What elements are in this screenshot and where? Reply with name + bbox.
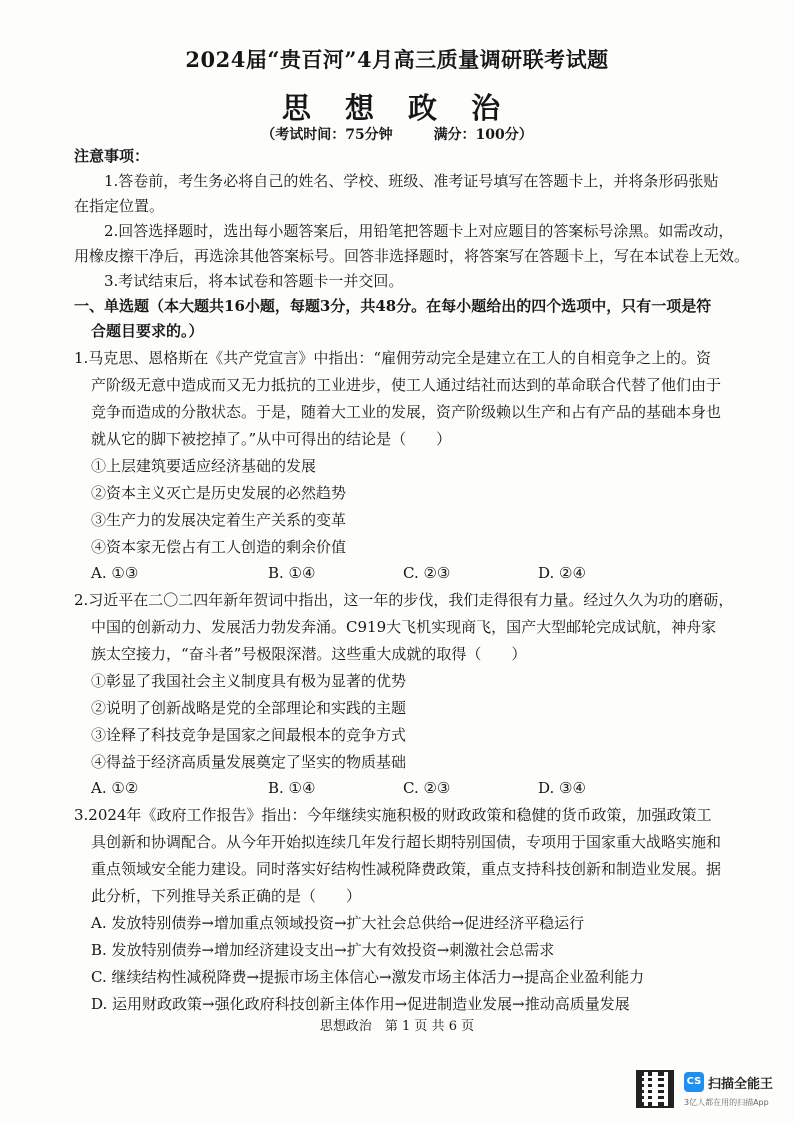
notice-item-2-line-2: 用橡皮擦干净后，再选涂其他答案标号。回答非选择题时，将答案写在答题卡上，写在本试卷上无效。 [74,247,750,265]
section-heading-line-1: 一、单选题（本大题共16小题，每题3分，共48分。在每小题给出的四个选项中，只有一项是符 [74,297,712,315]
camscanner-logo-icon: CS [684,1072,704,1092]
exam-title: 2024届“贵百河”4月高三质量调研联考试题 [185,47,609,72]
notice-item-3: 3.考试结束后，将本试卷和答题卡一并交回。 [104,272,404,290]
q1-item-2: ②资本主义灭亡是历史发展的必然趋势 [91,484,347,502]
notice-item-2-line-1: 2.回答选择题时，选出每小题答案后，用铅笔把答题卡上对应题目的答案标号涂黑。如需改动， [104,222,734,240]
q1-option-a: A. ①③ [91,564,139,582]
scanner-app-name: 扫描全能王 [708,1077,774,1092]
q2-item-1: ①彰显了我国社会主义制度具有极为显著的优势 [91,672,407,690]
q2-item-3: ③诠释了科技竞争是国家之间最根本的竞争方式 [91,726,407,744]
q3-option-c: C. 继续结构性减税降费→提振市场主体信心→激发市场主体活力→提高企业盈利能力 [91,968,645,986]
q3-stem-line-2: 具创新和协调配合。从今年开始拟连续几年发行超长期特别国债，专项用于国家重大战略实施和 [91,833,722,851]
q1-option-c: C. ②③ [403,564,451,582]
q2-stem-line-1: 2.习近平在二〇二四年新年贺词中指出，这一年的步伐，我们走得很有力量。经过久久为功的磨砺， [74,591,734,609]
scanner-app-tagline: 3亿人都在用的扫描App [684,1098,769,1107]
q1-stem-line-3: 竞争而造成的分散状态。于是，随着大工业的发展，资产阶级赖以生产和占有产品的基础本身也 [91,403,722,421]
q2-stem-line-2: 中国的创新动力、发展活力勃发奔涌。C919大飞机实现商飞，国产大型邮轮完成试航，神舟家 [91,618,717,636]
exam-meta [0,124,794,144]
notice-heading: 注意事项： [74,147,150,165]
q2-option-c: C. ②③ [403,779,451,797]
q1-stem-line-2: 产阶级无意中造成而又无力抵抗的工业进步，使工人通过结社而达到的革命联合代替了他们由于 [91,376,722,394]
q1-item-1: ①上层建筑要适应经济基础的发展 [91,457,317,475]
q3-option-a: A. 发放特别债券→增加重点领域投资→扩大社会总供给→促进经济平稳运行 [91,914,585,932]
q1-item-3: ③生产力的发展决定着生产关系的变革 [91,511,347,529]
q2-item-2: ②说明了创新战略是党的全部理论和实践的主题 [91,699,407,717]
q1-option-b: B. ①④ [268,564,316,582]
q3-stem-line-4: 此分析，下列推导关系正确的是（ ） [91,887,362,905]
exam-time: （考试时间：75分钟 [261,127,393,143]
q1-stem-line-4: 就从它的脚下被挖掉了。”从中可得出的结论是（ ） [91,430,452,448]
q2-option-b: B. ①④ [268,779,316,797]
q3-stem-line-1: 3.2024年《政府工作报告》指出：今年继续实施积极的财政政策和稳健的货币政策，加强政策工 [74,806,712,824]
q1-option-d: D. ②④ [538,564,586,582]
q1-stem-line-1: 1.马克思、恩格斯在《共产党宣言》中指出：“雇佣劳动完全是建立在工人的自相竞争之上的。资 [74,349,711,367]
q2-option-a: A. ①② [91,779,139,797]
q2-option-d: D. ③④ [538,779,586,797]
q2-stem-line-3: 族太空接力，“奋斗者”号极限深潜。这些重大成就的取得（ ） [91,645,527,663]
qr-code-icon [636,1070,674,1108]
q2-item-4: ④得益于经济高质量发展奠定了坚实的物质基础 [91,753,407,771]
notice-item-1-line-1: 1.答卷前，考生务必将自己的姓名、学校、班级、准考证号填写在答题卡上，并将条形码张贴 [104,172,719,190]
section-heading-line-2: 合题目要求的。） [91,322,204,340]
page-footer: 思想政治 第 1 页 共 6 页 [319,1019,475,1034]
q1-item-4: ④资本家无偿占有工人创造的剩余价值 [91,538,347,556]
exam-score: 满分：100分） [433,127,533,143]
q3-option-b: B. 发放特别债券→增加经济建设支出→扩大有效投资→刺激社会总需求 [91,941,555,959]
q3-option-d: D. 运用财政政策→强化政府科技创新主体作用→促进制造业发展→推动高质量发展 [91,995,630,1013]
subject-title: 思 想 政 治 [281,91,513,125]
q3-stem-line-3: 重点领域安全能力建设。同时落实好结构性减税降费政策，重点支持科技创新和制造业发展。据 [91,860,722,878]
notice-item-1-line-2: 在指定位置。 [74,197,165,215]
